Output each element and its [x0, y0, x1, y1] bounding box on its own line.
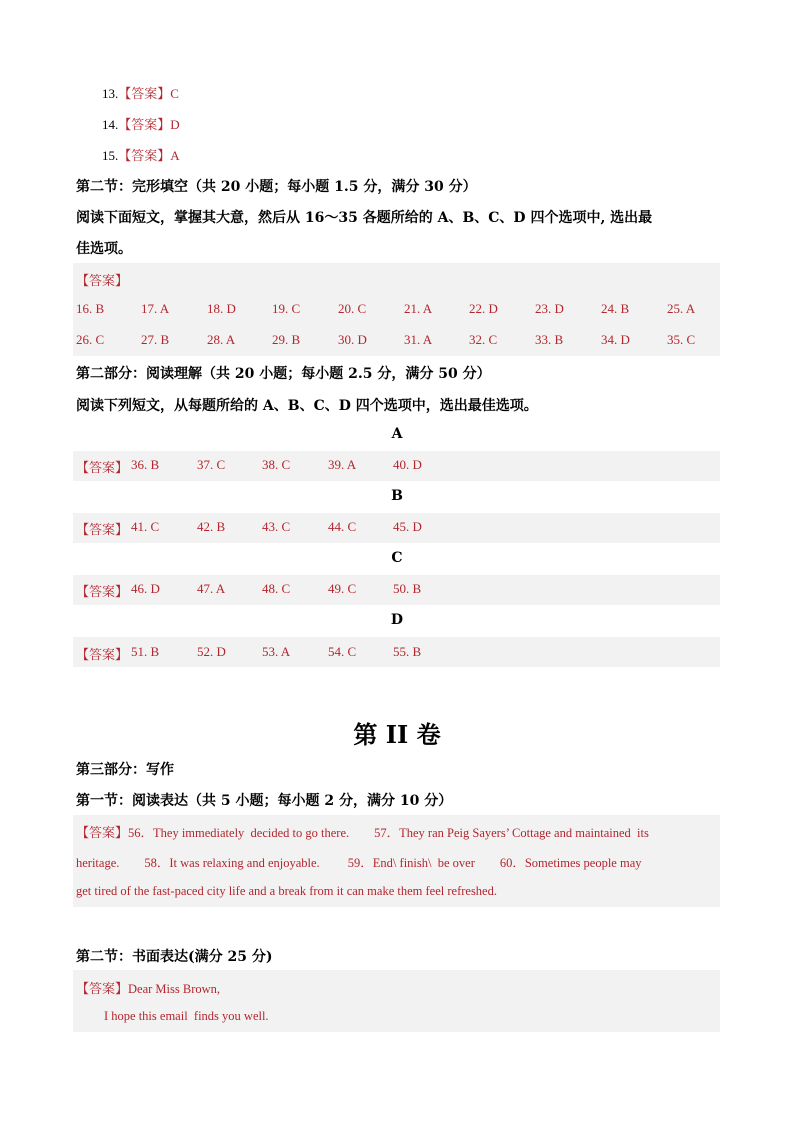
question-number: 13.	[102, 86, 119, 101]
reading-answer: 51. B	[131, 644, 160, 659]
answer-tag: 【答案】	[76, 584, 129, 599]
question-number: 14.	[102, 117, 119, 132]
reading-expression-line-1	[76, 822, 649, 841]
cloze-answer: 26. C	[76, 332, 105, 347]
reading-answer: 49. C	[328, 581, 357, 596]
cloze-answer: 35. C	[667, 332, 696, 347]
reading-answer: 52. D	[197, 644, 226, 659]
volume-title: 第 II 卷	[353, 720, 441, 749]
reading-answer: 54. C	[328, 644, 357, 659]
cloze-answer: 22. D	[469, 301, 498, 316]
answer-tag: 【答案】	[76, 522, 129, 537]
reading-answer: 53. A	[262, 644, 291, 659]
cloze-answer: 28. A	[207, 332, 236, 347]
cloze-answer: 20. C	[338, 301, 367, 316]
answer-tag: 【答案】	[76, 981, 129, 996]
question-number: 15.	[102, 148, 119, 163]
passage-label-d: D	[390, 612, 404, 628]
reading-heading: 第二部分：阅读理解（共 20 小题；每小题 2.5 分，满分 50 分）	[76, 366, 491, 382]
letter-opening-line: I hope this email finds you well.	[104, 1009, 269, 1023]
passage-label-a: A	[391, 426, 403, 442]
written-expression-heading: 第二节：书面表达(满分 25 分)	[76, 949, 273, 965]
reading-answer: 41. C	[131, 519, 160, 534]
answer-value: C	[170, 86, 179, 101]
reading-answer: 47. A	[197, 581, 226, 596]
answer-tag: 【答案】	[118, 117, 171, 132]
reading-expression-line-2: heritage. 58．It was relaxing and enjoyable. 59．End\ finish\ be over 60．Sometimes people may	[76, 856, 642, 870]
reading-answer: 42. B	[197, 519, 226, 534]
cloze-answer: 32. C	[469, 332, 498, 347]
cloze-answer: 33. B	[535, 332, 564, 347]
passage-label-c: C	[391, 550, 403, 566]
reading-instruction: 阅读下列短文，从每题所给的 A、B、C、D 四个选项中，选出最佳选项。	[76, 398, 538, 414]
reading-answer: 36. B	[131, 457, 160, 472]
answer-tag: 【答案】	[118, 148, 171, 163]
cloze-answer: 23. D	[535, 301, 564, 316]
cloze-answer: 31. A	[404, 332, 433, 347]
reading-answer: 50. B	[393, 581, 422, 596]
reading-expression-heading: 第一节：阅读表达（共 5 小题；每小题 2 分，满分 10 分）	[76, 793, 453, 809]
reading-expression-line-3: get tired of the fast-paced city life and a break from it can make them feel refreshed.	[76, 884, 497, 898]
cloze-answer: 24. B	[601, 301, 630, 316]
cloze-answer: 25. A	[667, 301, 696, 316]
cloze-answer: 29. B	[272, 332, 301, 347]
reading-answer: 46. D	[131, 581, 160, 596]
answer-14	[102, 114, 180, 133]
answer-tag: 【答案】	[118, 86, 171, 101]
cloze-answer: 16. B	[76, 301, 105, 316]
cloze-answer: 27. B	[141, 332, 170, 347]
answer-tag: 【答案】	[76, 460, 129, 475]
cloze-instruction-line2: 佳选项。	[76, 241, 132, 257]
answer-value: D	[170, 117, 180, 132]
cloze-heading: 第二节：完形填空（共 20 小题；每小题 1.5 分，满分 30 分）	[76, 179, 477, 195]
passage-label-b: B	[391, 488, 403, 504]
answer-15	[102, 145, 180, 164]
cloze-answer: 30. D	[338, 332, 367, 347]
cloze-answer: 19. C	[272, 301, 301, 316]
writing-part-heading: 第三部分：写作	[76, 762, 174, 778]
reading-answer: 45. D	[393, 519, 422, 534]
reading-answer: 38. C	[262, 457, 291, 472]
reading-answer: 39. A	[328, 457, 357, 472]
cloze-instruction-line1: 阅读下面短文，掌握其大意，然后从 16～35 各题所给的 A、B、C、D 四个选项中, 选出最	[76, 210, 653, 226]
letter-greeting: Dear Miss Brown,	[128, 982, 221, 996]
reading-answer: 55. B	[393, 644, 422, 659]
reading-answer: 40. D	[393, 457, 422, 472]
cloze-answer: 34. D	[601, 332, 630, 347]
answer-value: A	[170, 148, 180, 163]
reading-answer: 43. C	[262, 519, 291, 534]
letter-greeting-line	[76, 978, 220, 997]
answer-13	[102, 83, 179, 102]
cloze-answer: 17. A	[141, 301, 170, 316]
answer-tag: 【答案】	[76, 647, 129, 662]
answer-tag: 【答案】	[76, 825, 129, 840]
cloze-answer: 18. D	[207, 301, 236, 316]
reading-answer: 37. C	[197, 457, 226, 472]
cloze-answer: 21. A	[404, 301, 433, 316]
answer-text: 56．They immediately decided to go there. 57．They ran Peig Sayers’ Cottage and maintained its	[128, 826, 649, 840]
reading-answer: 44. C	[328, 519, 357, 534]
cloze-answer-tag: 【答案】	[76, 273, 129, 288]
reading-answer: 48. C	[262, 581, 291, 596]
